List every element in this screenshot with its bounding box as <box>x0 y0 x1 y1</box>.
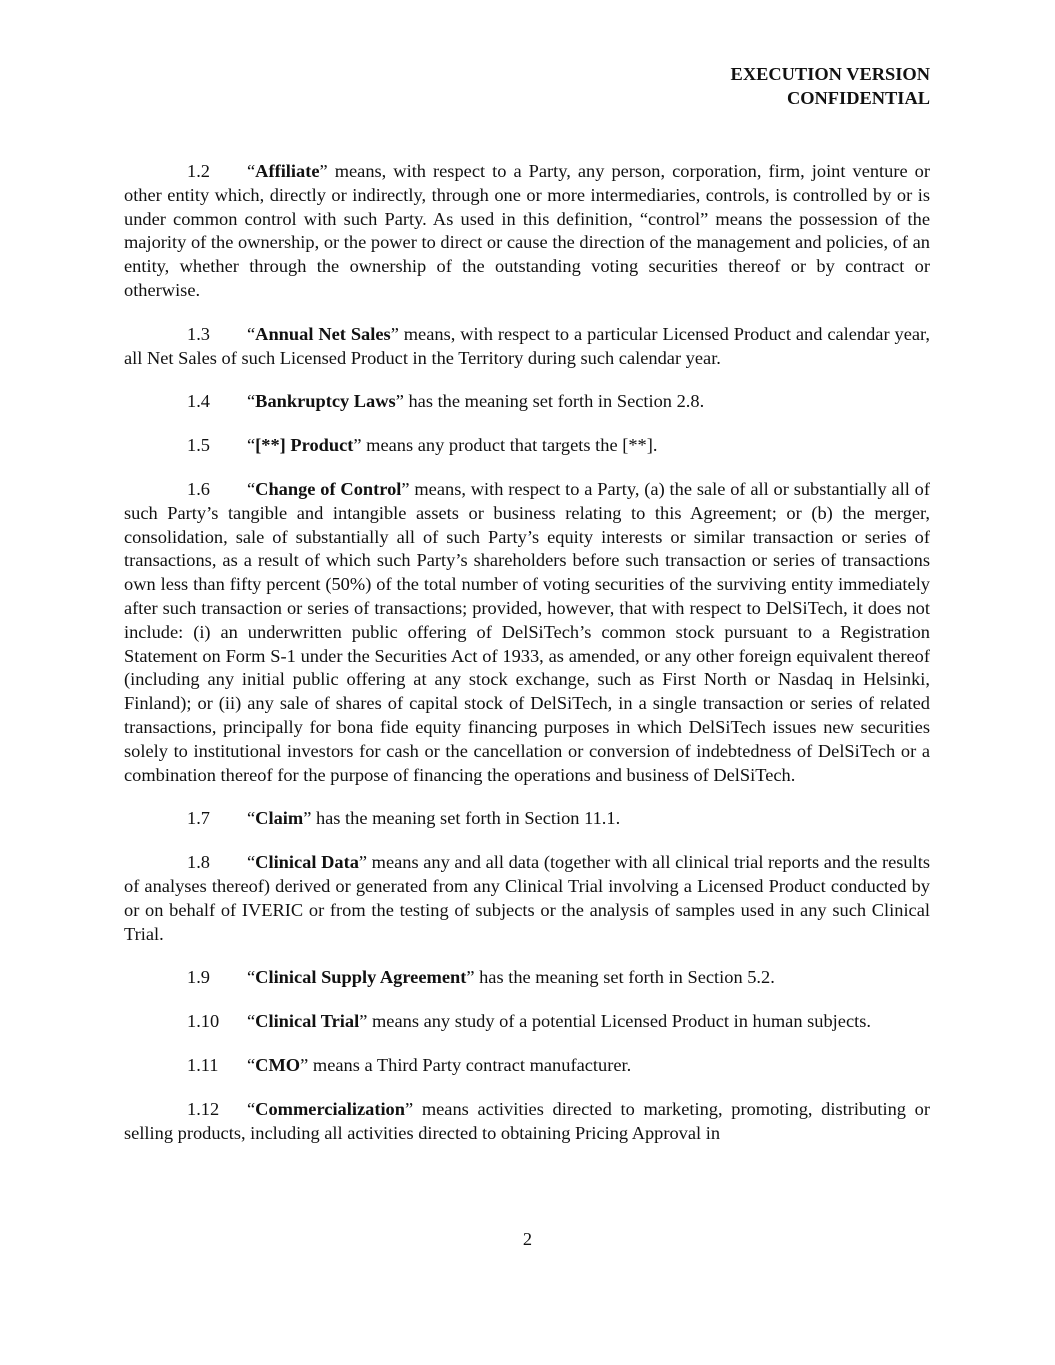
defined-term: Affiliate <box>255 161 320 181</box>
defined-term: Clinical Supply Agreement <box>255 967 467 988</box>
defined-term: Bankruptcy Laws <box>255 391 396 412</box>
definition-text: ” has the meaning set forth in Section 2.8. <box>395 391 705 412</box>
section-number: 1.9 <box>187 967 210 988</box>
defined-term: Annual Net Sales <box>255 323 391 344</box>
document-header <box>124 62 930 110</box>
definition-text: ” means activities directed to marketing, promoting, distributing or selling products, including all activities directed to obtaining Pricing Approval in <box>124 1098 930 1143</box>
definition-1-7: 1.7 “Claim” has the meaning set forth in Section 11.1. <box>124 807 930 831</box>
section-number: 1.11 <box>187 1054 219 1075</box>
definition-1-12: 1.12 “Commercialization” means activities directed to marketing, promoting, distributing or selling products, including all activities directed to obtaining Pricing Approval in <box>124 1098 930 1143</box>
definition-1-4: 1.4 “Bankruptcy Laws” has the meaning set forth in Section 2.8. <box>124 390 930 414</box>
definition-text: ” means a Third Party contract manufacturer. <box>300 1054 632 1075</box>
definition-text: ” means any and all data (together with all clinical trial reports and the results of analyses thereof) derived or generated from any Clinical Trial involving a Licensed Product conducted by or on behalf of IVERIC or from the testing of subjects or the analysis of samples used in any such Clinical Trial. <box>124 852 930 944</box>
defined-term: Clinical Trial <box>255 1011 360 1032</box>
defined-term: Change of Control <box>255 478 402 499</box>
definition-text: ” has the meaning set forth in Section 11.1. <box>303 808 621 829</box>
section-number: 1.4 <box>187 391 210 412</box>
definition-text: ” means, with respect to a Party, any person, corporation, firm, joint venture or other entity which, directly or indirectly, through one or more intermediaries, controls, is controlled by or is under common control with such Party. As used in this definition, “control” means the possession of the majority of the ownership, or the power to direct or cause the direction of the management and policies, of an entity, whether through the ownership of the outstanding voting securities thereof or by contract or otherwise. <box>124 161 930 300</box>
section-number: 1.3 <box>187 323 210 344</box>
section-number: 1.6 <box>187 478 210 499</box>
definition-1-10: 1.10 “Clinical Trial” means any study of a potential Licensed Product in human subjects. <box>124 1010 930 1034</box>
definition-1-3: 1.3 “Annual Net Sales” means, with respect to a particular Licensed Product and calendar year, all Net Sales of such Licensed Product in the Territory during such calendar year. <box>124 323 931 368</box>
section-number: 1.2 <box>187 161 210 181</box>
definition-1-8: 1.8 “Clinical Data” means any and all data (together with all clinical trial reports and the results of analyses thereof) derived or generated from any Clinical Trial involving a Licensed Product conducted by or on behalf of IVERIC or from the testing of subjects or the analysis of samples used in any such Clinical Trial. <box>124 852 930 944</box>
defined-term: CMO <box>255 1054 301 1075</box>
page-number: 2 <box>522 1229 533 1249</box>
defined-term: [**] Product <box>255 435 354 456</box>
definition-1-2: 1.2 “Affiliate” means, with respect to a Party, any person, corporation, firm, joint venture or other entity which, directly or indirectly, through one or more intermediaries, controls, is controlled by or is under common control with such Party. As used in this definition, “control” means the possession of the majority of the ownership, or the power to direct or cause the direction of the management and policies, of an entity, whether through the ownership of the outstanding voting securities thereof or by contract or otherwise. <box>124 161 930 300</box>
section-number: 1.7 <box>187 808 210 829</box>
defined-term: Clinical Data <box>255 852 359 873</box>
definition-text: ” has the meaning set forth in Section 5.2. <box>466 967 775 988</box>
definition-text: ” means any study of a potential Licensed Product in human subjects. <box>359 1011 871 1032</box>
defined-term: Claim <box>255 808 304 829</box>
section-number: 1.10 <box>187 1011 220 1032</box>
definition-text: ” means, with respect to a particular Licensed Product and calendar year, all Net Sales of such Licensed Product in the Territory during such calendar year. <box>124 323 931 368</box>
section-number: 1.5 <box>187 435 210 456</box>
section-number: 1.12 <box>187 1098 220 1119</box>
defined-term: Commercialization <box>255 1098 405 1119</box>
execution-version-label: EXECUTION VERSION <box>730 64 930 84</box>
definition-1-6: 1.6 “Change of Control” means, with respect to a Party, (a) the sale of all or substantially all of such Party’s tangible and intangible assets or business relating to this Agreement; or (b) the merger, consolidation, sale of substantially all of such Party’s equity interests or similar transaction or series of transactions, as a result of which such Party’s shareholders before such transaction or series of transactions own less than fifty percent (50%) of the total number of voting securities of the surviving entity immediately after such transaction or series of transactions; provided, however, that with respect to DelSiTech, it does not include: (i) an underwritten public offering of DelSiTech’s common stock pursuant to a Registration Statement on Form S-1 under the Securities Act of 1933, as amended, or any other foreign equivalent thereof (including any initial public offering at any stock exchange, such as First North or Nasdaq in Helsinki, Finland); or (ii) any sale of shares of capital stock of DelSiTech, in a single transaction or series of related transactions, principally for bona fide equity financing purposes in which DelSiTech issues new securities solely to institutional investors for cash or the cancellation or conversion of indebtedness of DelSiTech or a combination thereof for the purpose of financing the operations and business of DelSiTech. <box>124 478 930 785</box>
definition-text: ” means, with respect to a Party, (a) the sale of all or substantially all of such Party’s tangible and intangible assets or business relating to this Agreement; or (b) the merger, consolidation, sale of substantially all of such Party’s equity interests or similar transaction or series of transactions, as a result of which such Party’s shareholders before such transaction or series of transactions own less than fifty percent (50%) of the total number of voting securities of the surviving entity immediately after such transaction or series of transactions; provided, however, that with respect to DelSiTech, it does not include: (i) an underwritten public offering of DelSiTech’s common stock pursuant to a Registration Statement on Form S-1 under the Securities Act of 1933, as amended, or any other foreign equivalent thereof (including any initial public offering at any stock exchange, such as First North or Nasdaq in Helsinki, Finland); or (ii) any sale of shares of capital stock of DelSiTech, in a single transaction or series of related transactions, principally for bona fide equity financing purposes in which DelSiTech issues new securities solely to institutional investors for cash or the cancellation or conversion of indebtedness of DelSiTech or a combination thereof for the purpose of financing the operations and business of DelSiTech. <box>124 478 930 785</box>
definition-text: ” means any product that targets the [**]. <box>353 435 658 456</box>
definition-1-9: 1.9 “Clinical Supply Agreement” has the meaning set forth in Section 5.2. <box>124 966 930 990</box>
confidential-label: CONFIDENTIAL <box>786 88 930 108</box>
section-number: 1.8 <box>187 852 210 873</box>
definition-1-11: 1.11 “CMO” means a Third Party contract manufacturer. <box>124 1054 930 1078</box>
definition-1-5: 1.5 “[**] Product” means any product that targets the [**]. <box>124 434 930 458</box>
document-page <box>124 62 930 1165</box>
